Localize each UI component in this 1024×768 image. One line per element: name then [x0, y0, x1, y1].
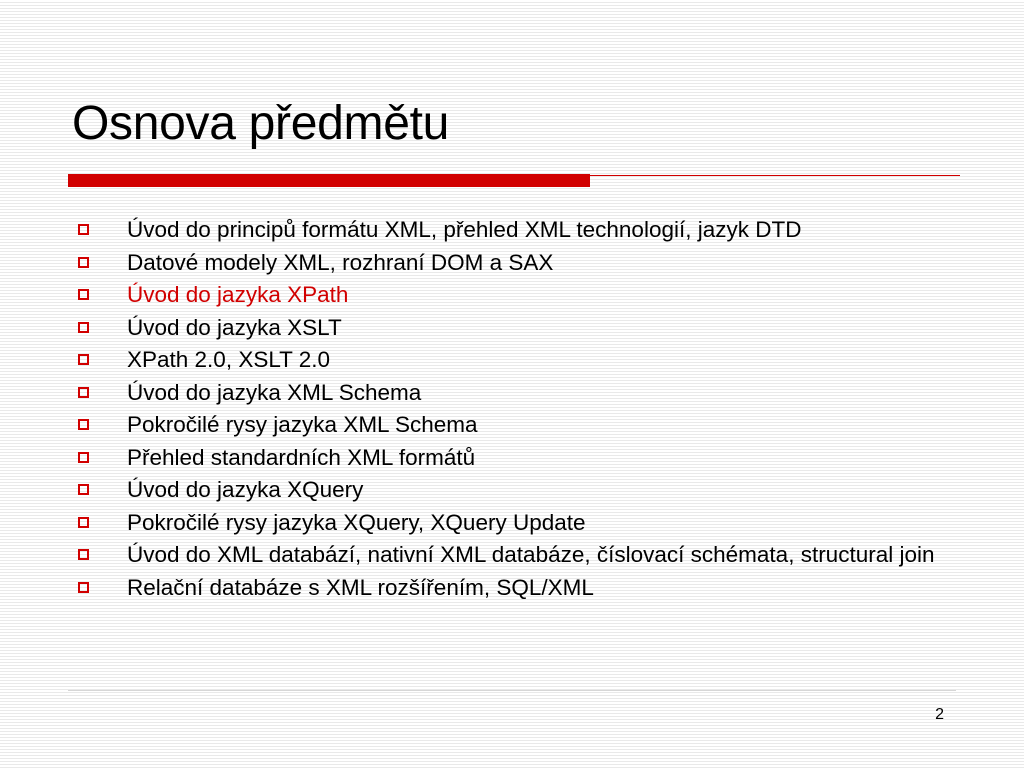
footer-divider — [68, 690, 956, 691]
hollow-square-bullet-icon — [78, 517, 89, 528]
hollow-square-bullet-icon — [78, 549, 89, 560]
list-item-text: Úvod do jazyka XPath — [127, 282, 349, 307]
list-item — [72, 379, 952, 407]
slide-title: Osnova předmětu — [72, 97, 450, 150]
list-item-text: Pokročilé rysy jazyka XML Schema — [127, 412, 478, 437]
title-underline — [68, 174, 960, 188]
hollow-square-bullet-icon — [78, 289, 89, 300]
list-item-text: Úvod do jazyka XQuery — [127, 477, 364, 502]
list-item — [72, 281, 952, 309]
outline-list — [72, 216, 952, 606]
hollow-square-bullet-icon — [78, 322, 89, 333]
list-item-text: Úvod do principů formátu XML, přehled XML technologií, jazyk DTD — [127, 217, 802, 242]
hollow-square-bullet-icon — [78, 387, 89, 398]
list-item — [72, 346, 952, 374]
list-item-text: Datové modely XML, rozhraní DOM a SAX — [127, 249, 554, 275]
title-underline-bar — [68, 174, 590, 187]
hollow-square-bullet-icon — [78, 224, 89, 235]
hollow-square-bullet-icon — [78, 354, 89, 365]
hollow-square-bullet-icon — [78, 484, 89, 495]
hollow-square-bullet-icon — [78, 582, 89, 593]
hollow-square-bullet-icon — [78, 419, 89, 430]
list-item — [72, 411, 952, 439]
list-item — [72, 574, 952, 602]
list-item — [72, 216, 952, 244]
list-item — [72, 444, 952, 472]
list-item-text: Pokročilé rysy jazyka XQuery, XQuery Update — [127, 509, 586, 535]
list-item — [72, 249, 952, 277]
list-item-text: XPath 2.0, XSLT 2.0 — [127, 347, 331, 372]
hollow-square-bullet-icon — [78, 452, 89, 463]
list-item-text: Přehled standardních XML formátů — [127, 444, 476, 470]
list-item-text: Relační databáze s XML rozšířením, SQL/XML — [127, 574, 594, 600]
list-item — [72, 476, 952, 504]
list-item — [72, 314, 952, 342]
page-number: 2 — [935, 706, 944, 723]
title-underline-line — [590, 175, 960, 176]
list-item-text: Úvod do jazyka XML Schema — [127, 379, 422, 405]
list-item-text: Úvod do XML databází, nativní XML databáze, číslovací schémata, structural join — [127, 542, 935, 567]
list-item — [72, 509, 952, 537]
hollow-square-bullet-icon — [78, 257, 89, 268]
list-item — [72, 541, 952, 569]
list-item-text: Úvod do jazyka XSLT — [127, 314, 342, 340]
